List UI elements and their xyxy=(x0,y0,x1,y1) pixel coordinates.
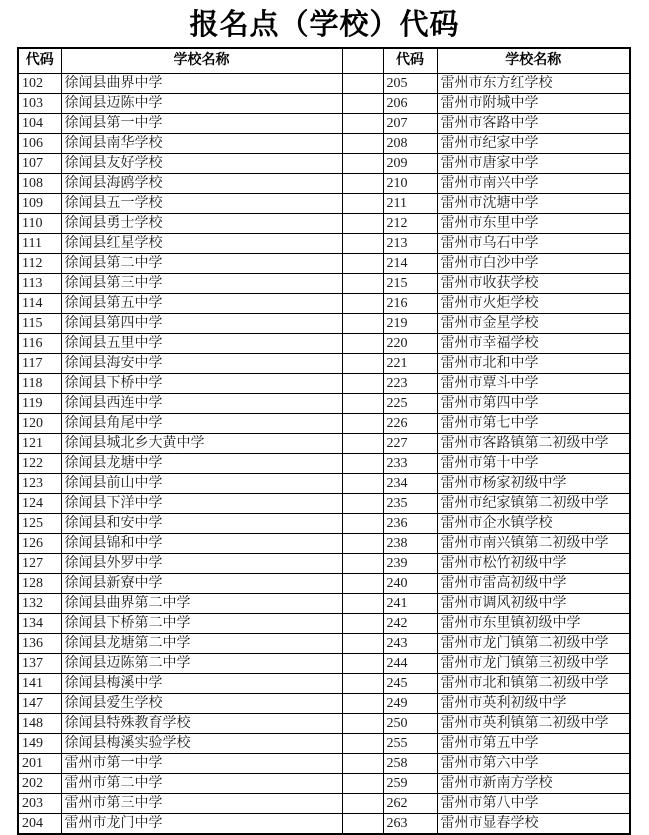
left-school-cell: 雷州市第二中学 xyxy=(61,774,342,794)
table-row xyxy=(18,334,630,354)
gap-cell xyxy=(342,694,383,714)
right-code-cell: 259 xyxy=(383,774,437,794)
gap-cell xyxy=(342,734,383,754)
left-school-cell: 徐闻县迈陈中学 xyxy=(61,94,342,114)
gap-cell xyxy=(342,494,383,514)
right-school-cell: 雷州市客路镇第二初级中学 xyxy=(437,434,630,454)
left-school-cell: 徐闻县第四中学 xyxy=(61,314,342,334)
right-code-cell: 206 xyxy=(383,94,437,114)
right-code-cell: 208 xyxy=(383,134,437,154)
table-row xyxy=(18,634,630,654)
gap-cell xyxy=(342,574,383,594)
gap-cell xyxy=(342,394,383,414)
right-school-cell: 雷州市东里中学 xyxy=(437,214,630,234)
left-code-cell: 204 xyxy=(18,814,61,835)
left-school-cell: 徐闻县曲界第二中学 xyxy=(61,594,342,614)
right-code-cell: 207 xyxy=(383,114,437,134)
left-code-cell: 111 xyxy=(18,234,61,254)
left-school-cell: 徐闻县红星学校 xyxy=(61,234,342,254)
left-school-cell: 徐闻县下桥中学 xyxy=(61,374,342,394)
right-code-cell: 211 xyxy=(383,194,437,214)
right-school-cell: 雷州市东方红学校 xyxy=(437,74,630,94)
table-row xyxy=(18,434,630,454)
left-school-cell: 徐闻县五里中学 xyxy=(61,334,342,354)
gap-cell xyxy=(342,374,383,394)
left-code-cell: 102 xyxy=(18,74,61,94)
gap-cell xyxy=(342,594,383,614)
left-school-cell: 徐闻县五一学校 xyxy=(61,194,342,214)
left-school-cell: 徐闻县梅溪中学 xyxy=(61,674,342,694)
left-school-cell: 徐闻县勇士学校 xyxy=(61,214,342,234)
left-code-cell: 137 xyxy=(18,654,61,674)
header-gap xyxy=(342,48,383,74)
right-school-cell: 雷州市纪家中学 xyxy=(437,134,630,154)
left-code-cell: 114 xyxy=(18,294,61,314)
left-code-cell: 110 xyxy=(18,214,61,234)
left-code-cell: 116 xyxy=(18,334,61,354)
right-school-cell: 雷州市调风初级中学 xyxy=(437,594,630,614)
table-row xyxy=(18,534,630,554)
left-code-cell: 104 xyxy=(18,114,61,134)
right-code-cell: 236 xyxy=(383,514,437,534)
right-school-cell: 雷州市东里镇初级中学 xyxy=(437,614,630,634)
gap-cell xyxy=(342,674,383,694)
right-code-cell: 223 xyxy=(383,374,437,394)
left-code-cell: 128 xyxy=(18,574,61,594)
right-school-cell: 雷州市北和中学 xyxy=(437,354,630,374)
right-school-cell: 雷州市收获学校 xyxy=(437,274,630,294)
right-code-cell: 225 xyxy=(383,394,437,414)
left-code-cell: 118 xyxy=(18,374,61,394)
school-code-table xyxy=(17,47,631,835)
right-code-cell: 227 xyxy=(383,434,437,454)
right-school-cell: 雷州市企水镇学校 xyxy=(437,514,630,534)
table-row xyxy=(18,494,630,514)
gap-cell xyxy=(342,414,383,434)
gap-cell xyxy=(342,314,383,334)
gap-cell xyxy=(342,514,383,534)
right-code-cell: 243 xyxy=(383,634,437,654)
right-school-cell: 雷州市松竹初级中学 xyxy=(437,554,630,574)
table-row xyxy=(18,654,630,674)
right-code-cell: 215 xyxy=(383,274,437,294)
right-school-cell: 雷州市第五中学 xyxy=(437,734,630,754)
table-row xyxy=(18,94,630,114)
left-school-cell: 徐闻县海安中学 xyxy=(61,354,342,374)
left-school-cell: 徐闻县角尾中学 xyxy=(61,414,342,434)
gap-cell xyxy=(342,554,383,574)
table-row xyxy=(18,594,630,614)
left-code-cell: 109 xyxy=(18,194,61,214)
left-code-cell: 121 xyxy=(18,434,61,454)
left-school-cell: 徐闻县锦和中学 xyxy=(61,534,342,554)
right-school-cell: 雷州市显春学校 xyxy=(437,814,630,835)
table-row xyxy=(18,114,630,134)
gap-cell xyxy=(342,334,383,354)
table-row xyxy=(18,454,630,474)
right-code-cell: 226 xyxy=(383,414,437,434)
right-code-cell: 242 xyxy=(383,614,437,634)
table-row xyxy=(18,414,630,434)
gap-cell xyxy=(342,214,383,234)
table-row xyxy=(18,794,630,814)
table-row xyxy=(18,294,630,314)
left-school-cell: 徐闻县迈陈第二中学 xyxy=(61,654,342,674)
right-school-cell: 雷州市火炬学校 xyxy=(437,294,630,314)
left-school-cell: 徐闻县梅溪实验学校 xyxy=(61,734,342,754)
gap-cell xyxy=(342,174,383,194)
left-school-cell: 徐闻县下洋中学 xyxy=(61,494,342,514)
gap-cell xyxy=(342,634,383,654)
right-school-cell: 雷州市纪家镇第二初级中学 xyxy=(437,494,630,514)
left-code-cell: 136 xyxy=(18,634,61,654)
left-code-cell: 112 xyxy=(18,254,61,274)
gap-cell xyxy=(342,154,383,174)
gap-cell xyxy=(342,654,383,674)
left-code-cell: 202 xyxy=(18,774,61,794)
gap-cell xyxy=(342,754,383,774)
gap-cell xyxy=(342,274,383,294)
right-code-cell: 221 xyxy=(383,354,437,374)
left-code-cell: 132 xyxy=(18,594,61,614)
table-row xyxy=(18,354,630,374)
right-code-cell: 241 xyxy=(383,594,437,614)
left-school-cell: 徐闻县南华学校 xyxy=(61,134,342,154)
right-school-cell: 雷州市雷高初级中学 xyxy=(437,574,630,594)
left-code-cell: 127 xyxy=(18,554,61,574)
table-row xyxy=(18,274,630,294)
gap-cell xyxy=(342,294,383,314)
left-code-cell: 126 xyxy=(18,534,61,554)
left-code-cell: 120 xyxy=(18,414,61,434)
right-code-cell: 255 xyxy=(383,734,437,754)
left-code-cell: 123 xyxy=(18,474,61,494)
table-header xyxy=(18,48,630,74)
right-code-cell: 216 xyxy=(383,294,437,314)
table-header-row xyxy=(18,48,630,74)
left-code-cell: 119 xyxy=(18,394,61,414)
left-school-cell: 徐闻县外罗中学 xyxy=(61,554,342,574)
table-row xyxy=(18,214,630,234)
left-code-cell: 122 xyxy=(18,454,61,474)
right-school-cell: 雷州市附城中学 xyxy=(437,94,630,114)
table-row xyxy=(18,514,630,534)
left-code-cell: 201 xyxy=(18,754,61,774)
right-code-cell: 214 xyxy=(383,254,437,274)
table-row xyxy=(18,234,630,254)
right-school-cell: 雷州市客路中学 xyxy=(437,114,630,134)
gap-cell xyxy=(342,94,383,114)
gap-cell xyxy=(342,774,383,794)
left-school-cell: 徐闻县友好学校 xyxy=(61,154,342,174)
table-row xyxy=(18,474,630,494)
right-code-cell: 245 xyxy=(383,674,437,694)
right-school-cell: 雷州市新南方学校 xyxy=(437,774,630,794)
left-code-cell: 148 xyxy=(18,714,61,734)
left-school-cell: 徐闻县龙塘中学 xyxy=(61,454,342,474)
right-school-cell: 雷州市唐家中学 xyxy=(437,154,630,174)
right-code-cell: 210 xyxy=(383,174,437,194)
left-code-cell: 124 xyxy=(18,494,61,514)
right-code-cell: 263 xyxy=(383,814,437,835)
gap-cell xyxy=(342,534,383,554)
gap-cell xyxy=(342,234,383,254)
right-school-cell: 雷州市南兴镇第二初级中学 xyxy=(437,534,630,554)
gap-cell xyxy=(342,434,383,454)
left-code-cell: 141 xyxy=(18,674,61,694)
right-school-cell: 雷州市覃斗中学 xyxy=(437,374,630,394)
gap-cell xyxy=(342,134,383,154)
right-code-cell: 249 xyxy=(383,694,437,714)
right-school-cell: 雷州市第七中学 xyxy=(437,414,630,434)
right-code-cell: 209 xyxy=(383,154,437,174)
table-row xyxy=(18,614,630,634)
gap-cell xyxy=(342,194,383,214)
right-school-cell: 雷州市白沙中学 xyxy=(437,254,630,274)
right-code-cell: 213 xyxy=(383,234,437,254)
table-row xyxy=(18,154,630,174)
right-code-cell: 262 xyxy=(383,794,437,814)
gap-cell xyxy=(342,114,383,134)
right-school-cell: 雷州市沈塘中学 xyxy=(437,194,630,214)
right-school-cell: 雷州市杨家初级中学 xyxy=(437,474,630,494)
right-school-cell: 雷州市第四中学 xyxy=(437,394,630,414)
right-school-cell: 雷州市幸福学校 xyxy=(437,334,630,354)
right-school-cell: 雷州市乌石中学 xyxy=(437,234,630,254)
gap-cell xyxy=(342,254,383,274)
left-code-cell: 106 xyxy=(18,134,61,154)
left-school-cell: 徐闻县龙塘第二中学 xyxy=(61,634,342,654)
left-school-cell: 徐闻县前山中学 xyxy=(61,474,342,494)
table-body xyxy=(18,74,630,835)
table-row xyxy=(18,674,630,694)
table-row xyxy=(18,374,630,394)
right-school-cell: 雷州市第八中学 xyxy=(437,794,630,814)
left-school-cell: 徐闻县爱生学校 xyxy=(61,694,342,714)
left-school-cell: 雷州市第三中学 xyxy=(61,794,342,814)
right-code-cell: 250 xyxy=(383,714,437,734)
right-school-cell: 雷州市龙门镇第二初级中学 xyxy=(437,634,630,654)
table-row xyxy=(18,314,630,334)
right-code-cell: 212 xyxy=(383,214,437,234)
left-school-cell: 徐闻县第三中学 xyxy=(61,274,342,294)
left-school-cell: 徐闻县城北乡大黄中学 xyxy=(61,434,342,454)
left-school-cell: 徐闻县新寮中学 xyxy=(61,574,342,594)
table-row xyxy=(18,814,630,835)
right-school-cell: 雷州市南兴中学 xyxy=(437,174,630,194)
right-school-cell: 雷州市金星学校 xyxy=(437,314,630,334)
left-school-cell: 徐闻县海鸥学校 xyxy=(61,174,342,194)
right-school-cell: 雷州市英利初级中学 xyxy=(437,694,630,714)
gap-cell xyxy=(342,794,383,814)
gap-cell xyxy=(342,354,383,374)
table-row xyxy=(18,774,630,794)
left-code-cell: 134 xyxy=(18,614,61,634)
table-row xyxy=(18,754,630,774)
right-school-cell: 雷州市第十中学 xyxy=(437,454,630,474)
left-school-cell: 雷州市第一中学 xyxy=(61,754,342,774)
right-code-cell: 238 xyxy=(383,534,437,554)
left-school-cell: 徐闻县第五中学 xyxy=(61,294,342,314)
right-code-cell: 240 xyxy=(383,574,437,594)
page-title: 报名点（学校）代码 xyxy=(189,9,460,41)
left-code-cell: 203 xyxy=(18,794,61,814)
left-school-cell: 雷州市龙门中学 xyxy=(61,814,342,835)
left-code-cell: 149 xyxy=(18,734,61,754)
table-row xyxy=(18,134,630,154)
left-code-cell: 107 xyxy=(18,154,61,174)
left-code-cell: 147 xyxy=(18,694,61,714)
table-row xyxy=(18,734,630,754)
right-code-cell: 244 xyxy=(383,654,437,674)
right-school-cell: 雷州市北和镇第二初级中学 xyxy=(437,674,630,694)
gap-cell xyxy=(342,714,383,734)
gap-cell xyxy=(342,454,383,474)
left-school-cell: 徐闻县和安中学 xyxy=(61,514,342,534)
left-code-cell: 115 xyxy=(18,314,61,334)
table-row xyxy=(18,174,630,194)
left-code-cell: 117 xyxy=(18,354,61,374)
right-code-cell: 219 xyxy=(383,314,437,334)
left-school-cell: 徐闻县特殊教育学校 xyxy=(61,714,342,734)
right-code-cell: 220 xyxy=(383,334,437,354)
left-code-cell: 103 xyxy=(18,94,61,114)
right-code-cell: 235 xyxy=(383,494,437,514)
right-school-cell: 雷州市龙门镇第三初级中学 xyxy=(437,654,630,674)
header-code-left: 代码 xyxy=(18,48,61,74)
table-row xyxy=(18,694,630,714)
table-row xyxy=(18,254,630,274)
left-school-cell: 徐闻县第一中学 xyxy=(61,114,342,134)
right-school-cell: 雷州市第六中学 xyxy=(437,754,630,774)
table-row xyxy=(18,714,630,734)
left-school-cell: 徐闻县西连中学 xyxy=(61,394,342,414)
right-school-cell: 雷州市英利镇第二初级中学 xyxy=(437,714,630,734)
left-code-cell: 108 xyxy=(18,174,61,194)
table-row xyxy=(18,554,630,574)
left-school-cell: 徐闻县曲界中学 xyxy=(61,74,342,94)
gap-cell xyxy=(342,614,383,634)
gap-cell xyxy=(342,474,383,494)
right-code-cell: 205 xyxy=(383,74,437,94)
gap-cell xyxy=(342,814,383,835)
table-row xyxy=(18,194,630,214)
table-row xyxy=(18,74,630,94)
right-code-cell: 258 xyxy=(383,754,437,774)
left-school-cell: 徐闻县第二中学 xyxy=(61,254,342,274)
right-code-cell: 239 xyxy=(383,554,437,574)
left-code-cell: 113 xyxy=(18,274,61,294)
left-school-cell: 徐闻县下桥第二中学 xyxy=(61,614,342,634)
header-school-left: 学校名称 xyxy=(61,48,342,74)
right-code-cell: 233 xyxy=(383,454,437,474)
header-code-right: 代码 xyxy=(383,48,437,74)
table-row xyxy=(18,574,630,594)
gap-cell xyxy=(342,74,383,94)
right-code-cell: 234 xyxy=(383,474,437,494)
table-row xyxy=(18,394,630,414)
left-code-cell: 125 xyxy=(18,514,61,534)
header-school-right: 学校名称 xyxy=(437,48,630,74)
